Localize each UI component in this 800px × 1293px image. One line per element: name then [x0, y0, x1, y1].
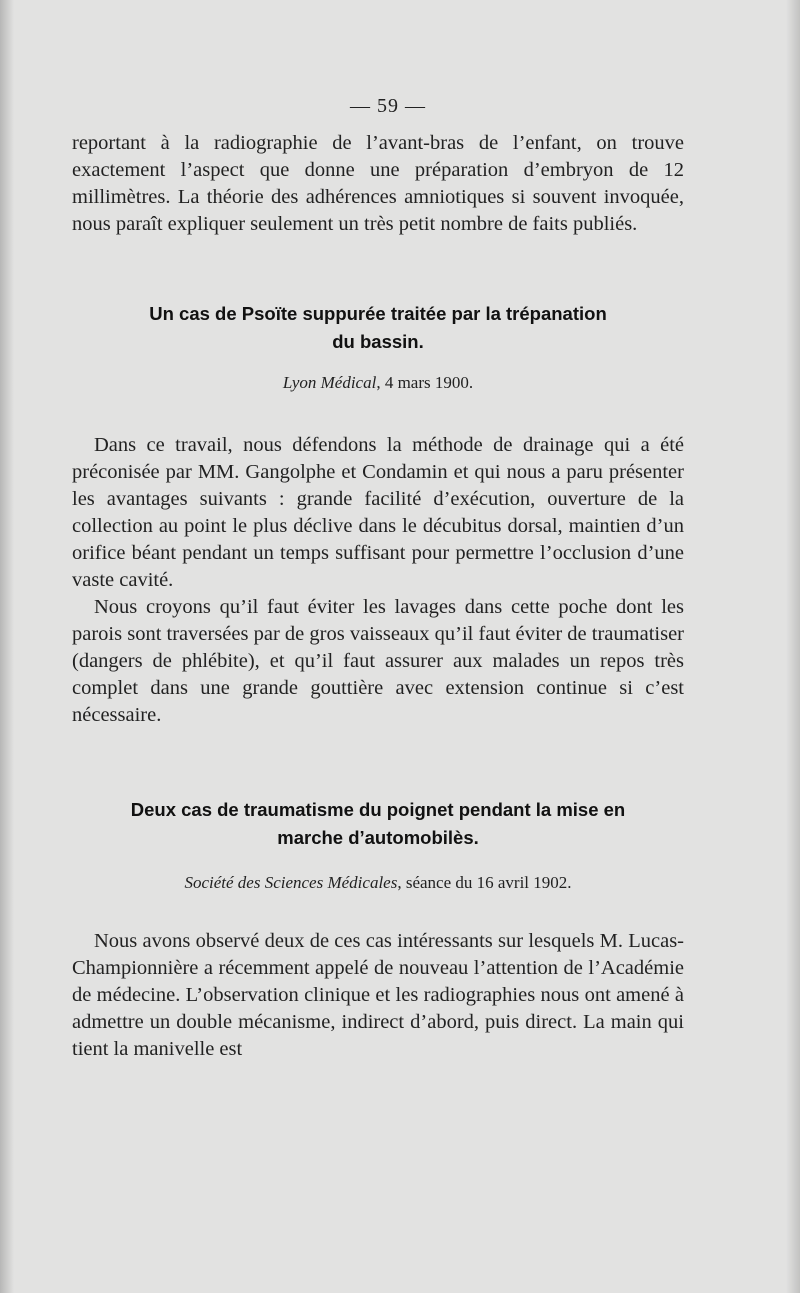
section-1-paragraph-1: Dans ce travail, nous défendons la méthode de drainage qui a été préconisée par MM. Gangolphe et Condamin et qui nous a paru présenter les avantages suivants : grande facilité d’exécution, ouverture de la collection au point le plus déclive dans le décubitus dorsal, maintien d’un orifice béant pendant un temps suffisant pour permettre l’occlusion d’une vaste cavité. [72, 434, 684, 591]
section-2-source [72, 872, 684, 894]
section-1-source-journal: Lyon Médical [282, 373, 377, 392]
section-2-title-line-2: marche d’automobilès. [277, 827, 479, 848]
section-2-title [72, 796, 684, 852]
section-1-source-date: , 4 mars 1900. [376, 373, 474, 392]
page-edge-shadow-right [786, 0, 800, 1293]
section-1-title-line-2: du bassin. [332, 331, 424, 352]
page-number: — 59 — [350, 95, 426, 117]
section-1-source [72, 372, 684, 394]
section-2-source-date: , séance du 16 avril 1902. [397, 873, 572, 892]
intro-paragraph: reportant à la radiographie de l’avant-bras de l’enfant, on trouve exactement l’aspect que donne une préparation d’embryon de 12 millimètres. La théorie des adhérences amniotiques si souvent invoquée, nous paraît expliquer seulement un très petit nombre de faits publiés. [72, 132, 684, 235]
section-1-paragraph-2: Nous croyons qu’il faut éviter les lavages dans cette poche dont les parois sont traversées par de gros vaisseaux qu’il faut éviter de traumatiser (dangers de phlébite), et qu’il faut assurer aux malades un repos très complet dans une grande gouttière avec extension continue si c’est nécessaire. [72, 596, 684, 726]
section-2-source-journal: Société des Sciences Médicales [184, 873, 398, 892]
section-1-title [72, 300, 684, 356]
section-2-title-line-1: Deux cas de traumatisme du poignet pendant la mise en [130, 799, 626, 820]
section-2-paragraph-1: Nous avons observé deux de ces cas intéressants sur lesquels M. Lucas-Championnière a récemment appelé de nouveau l’attention de l’Académie de médecine. L’observation clinique et les radiographies nous ont amené à admettre un double mécanisme, indirect d’abord, puis direct. La main qui tient la manivelle est [72, 930, 684, 1060]
section-1-title-line-1: Un cas de Psoïte suppurée traitée par la trépanation [149, 303, 607, 324]
page-edge-shadow-left [0, 0, 14, 1293]
page-content [72, 95, 684, 1063]
